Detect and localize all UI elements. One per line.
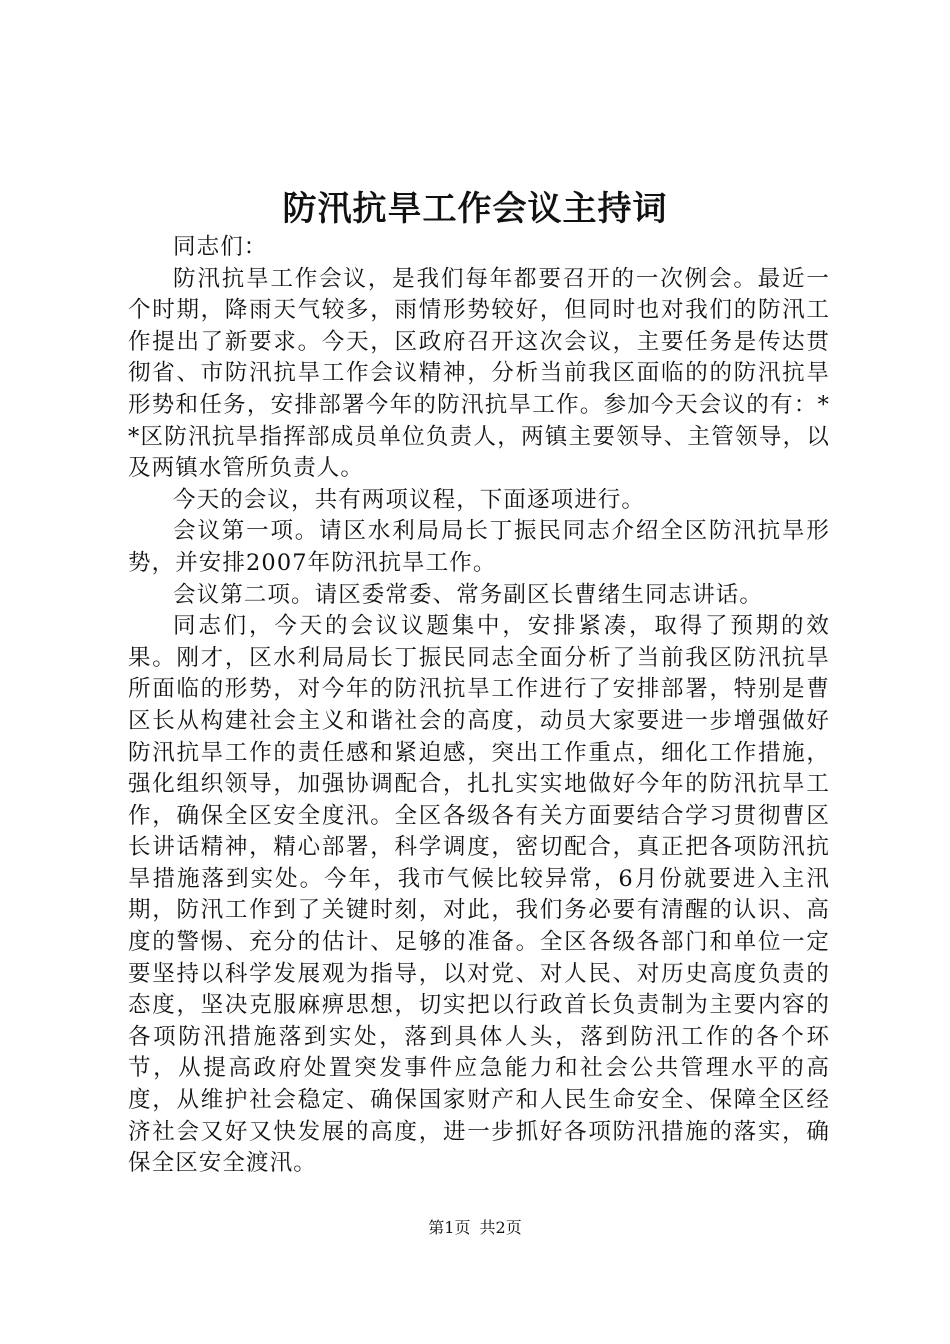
document-title: 防汛抗旱工作会议主持词 [282, 189, 668, 229]
body-paragraph: 会议第一项。请区水利局局长丁振民同志介绍全区防汛抗旱形势，并安排2007年防汛抗旱工作。 [128, 518, 830, 576]
body-paragraph: 会议第二项。请区委常委、常务副区长曹绪生同志讲话。 [173, 581, 764, 608]
page-footer [0, 1216, 950, 1240]
body-paragraph: 今天的会议，共有两项议程，下面逐项进行。 [173, 486, 646, 513]
page-number-current: 第1页 [428, 1218, 471, 1237]
page-number-total: 共2页 [479, 1218, 522, 1237]
body-paragraph: 同志们，今天的会议议题集中，安排紧凑，取得了预期的效果。刚才，区水利局局长丁振民同志全面分析了当前我区防汛抗旱所面临的形势，对今年的防汛抗旱工作进行了安排部署，特别是曹区长从构建社会主义和谐社会的高度，动员大家要进一步增强做好防汛抗旱工作的责任感和紧迫感，突出工作重点，细化工作措施，强化组织领导，加强协调配合，扎扎实实地做好今年的防汛抗旱工作，确保全区安全度汛。全区各级各有关方面要结合学习贯彻曹区长讲话精神，精心部署，科学调度，密切配合，真正把各项防汛抗旱措施落到实处。今年，我市气候比较异常，6月份就要进入主汛期，防汛工作到了关键时刻，对此，我们务必要有清醒的认识、高度的警惕、充分的估计、足够的准备。全区各级各部门和单位一定要坚持以科学发展观为指导，以对党、对人民、对历史高度负责的态度，坚决克服麻痹思想，切实把以行政首长负责制为主要内容的各项防汛措施落到实处，落到具体人头，落到防汛工作的各个环节，从提高政府处置突发事件应急能力和社会公共管理水平的高度，从维护社会稳定、确保国家财产和人民生命安全、保障全区经济社会又好又快发展的高度，进一步抓好各项防汛措施的落实，确保全区安全渡汛。 [128, 613, 830, 1177]
salutation-paragraph: 同志们： [173, 234, 268, 260]
body-paragraph: 防汛抗旱工作会议，是我们每年都要召开的一次例会。最近一个时期，降雨天气较多，雨情形势较好，但同时也对我们的防汛工作提出了新要求。今天，区政府召开这次会议，主要任务是传达贯彻省、市防汛抗旱工作会议精神，分析当前我区面临的的防汛抗旱形势和任务，安排部署今年的防汛抗旱工作。参加今天会议的有：**区防汛抗旱指挥部成员单位负责人，两镇主要领导、主管领导，以及两镇水管所负责人。 [128, 265, 830, 482]
document-body [128, 232, 830, 1180]
